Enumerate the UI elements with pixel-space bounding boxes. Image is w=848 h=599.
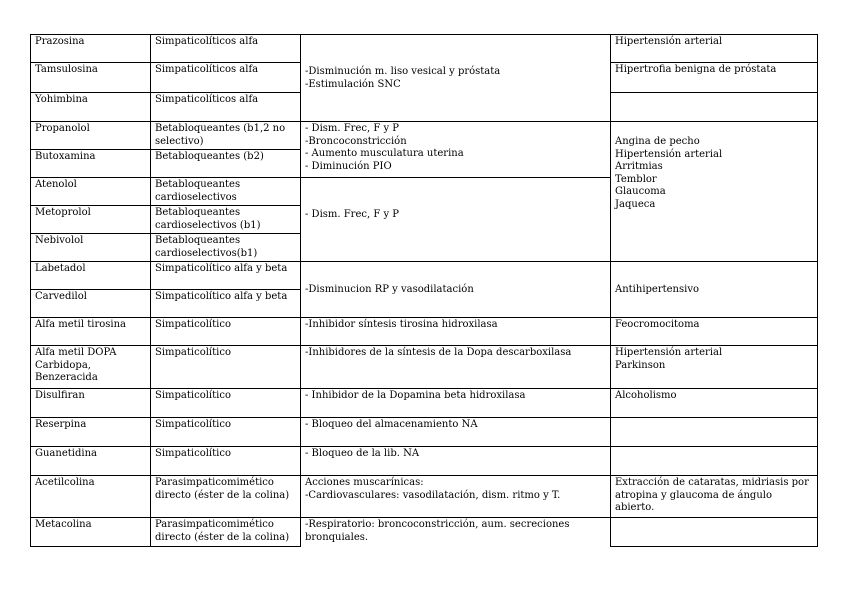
use-cell — [611, 93, 818, 122]
use-cell — [611, 418, 818, 447]
class-cell: Simpaticolíticos alfa — [151, 63, 301, 93]
class-cell: Simpaticolítico — [151, 318, 301, 346]
class-cell: Parasimpaticomimético directo (éster de la colina) — [151, 476, 301, 518]
class-cell: Betabloqueantes cardioselectivos — [151, 178, 301, 206]
class-cell: Simpaticolítico alfa y beta — [151, 262, 301, 290]
drug-cell: Prazosina — [31, 35, 151, 63]
table-row — [31, 447, 818, 476]
drug-cell: Acetilcolina — [31, 476, 151, 518]
table-row — [31, 418, 818, 447]
effect-cell: -Respiratorio: broncoconstricción, aum. secreciones bronquiales. — [301, 518, 611, 547]
drug-cell: Butoxamina — [31, 150, 151, 178]
drug-cell: Yohimbina — [31, 93, 151, 122]
table-row — [31, 346, 818, 389]
drug-cell: Metacolina — [31, 518, 151, 547]
use-cell: Extracción de cataratas, midriasis por atropina y glaucoma de ángulo abierto. — [611, 476, 818, 518]
class-cell: Simpaticolítico — [151, 346, 301, 389]
class-cell: Betabloqueantes (b2) — [151, 150, 301, 178]
effect-text: - Dism. Frec, F y P — [305, 209, 400, 220]
use-cell — [611, 346, 818, 389]
use-cell: Hipertensión arterial — [611, 35, 818, 63]
effect-cell: - Bloqueo de la lib. NA — [301, 447, 611, 476]
drug-cell: Metoprolol — [31, 206, 151, 234]
drug-cell: Tamsulosina — [31, 63, 151, 93]
table-row — [31, 389, 818, 418]
drug-cell: Atenolol — [31, 178, 151, 206]
use-cell: Antihipertensivo — [611, 262, 818, 318]
use-cell: Alcoholismo — [611, 389, 818, 418]
use-cell — [611, 122, 818, 262]
class-cell: Simpaticolítico — [151, 418, 301, 447]
class-cell: Simpaticolítico — [151, 389, 301, 418]
effect-cell — [301, 476, 611, 518]
drug-cell: Disulfiran — [31, 389, 151, 418]
drug-table — [30, 34, 818, 547]
effect-cell: -Inhibidores de la síntesis de la Dopa descarboxilasa — [301, 346, 611, 389]
class-cell: Betabloqueantes cardioselectivos (b1) — [151, 206, 301, 234]
class-cell: Parasimpaticomimético directo (éster de la colina) — [151, 518, 301, 547]
use-cell: Hipertrofia benigna de próstata — [611, 63, 818, 93]
drug-cell: Alfa metil tirosina — [31, 318, 151, 346]
table-row — [31, 476, 818, 518]
class-cell: Simpaticolítico alfa y beta — [151, 290, 301, 318]
drug-cell: Guanetidina — [31, 447, 151, 476]
class-cell: Simpaticolítico — [151, 447, 301, 476]
class-cell: Simpaticolíticos alfa — [151, 35, 301, 63]
drug-cell: Reserpina — [31, 418, 151, 447]
drug-cell: Propanolol — [31, 122, 151, 150]
table-row — [31, 122, 818, 150]
use-text: Angina de pecho Hipertensión arterial Arritmias Temblor Glaucoma Jaqueca — [615, 136, 723, 210]
effect-cell — [301, 122, 611, 178]
class-cell: Betabloqueantes (b1,2 no selectivo) — [151, 122, 301, 150]
class-cell: Simpaticolíticos alfa — [151, 93, 301, 122]
drug-text: Alfa metil DOPA Carbidopa, Benzeracida — [35, 347, 117, 383]
drug-cell: Nebivolol — [31, 234, 151, 262]
class-cell: Betabloqueantes cardioselectivos(b1) — [151, 234, 301, 262]
effect-cell — [301, 178, 611, 262]
effect-text: Acciones muscarínicas: -Cardiovasculares: vasodilatación, dism. ritmo y T. — [305, 477, 561, 501]
use-cell — [611, 447, 818, 476]
effect-cell: - Inhibidor de la Dopamina beta hidroxilasa — [301, 389, 611, 418]
effect-cell — [301, 35, 611, 122]
drug-cell — [31, 346, 151, 389]
drug-cell: Carvedilol — [31, 290, 151, 318]
table-row — [31, 518, 818, 547]
effect-text: -Disminución m. liso vesical y próstata -Estimulación SNC — [305, 66, 501, 90]
use-cell: Feocromocitoma — [611, 318, 818, 346]
table-row — [31, 262, 818, 290]
effect-text: - Dism. Frec, F y P -Broncoconstricción - Aumento musculatura uterina - Diminución PIO — [305, 123, 464, 172]
effect-cell: -Inhibidor síntesis tirosina hidroxilasa — [301, 318, 611, 346]
table-row — [31, 35, 818, 63]
drug-cell: Labetadol — [31, 262, 151, 290]
use-text: Hipertensión arterial Parkinson — [615, 347, 723, 371]
effect-cell: -Disminucion RP y vasodilatación — [301, 262, 611, 318]
effect-cell: - Bloqueo del almacenamiento NA — [301, 418, 611, 447]
use-cell — [611, 518, 818, 547]
table-row — [31, 318, 818, 346]
